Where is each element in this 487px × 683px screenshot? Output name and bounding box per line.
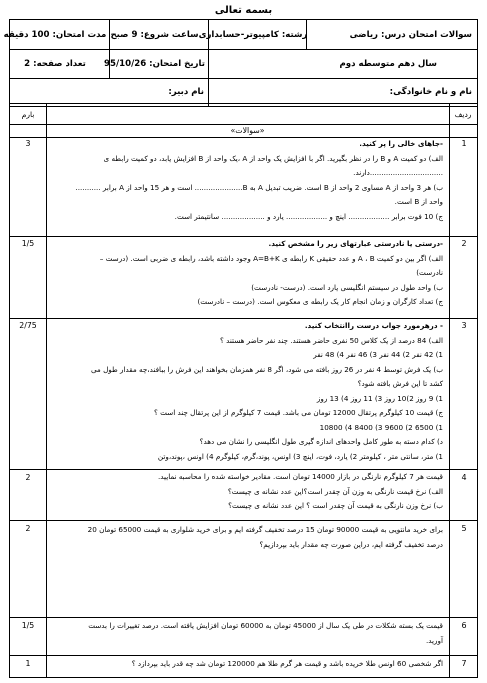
question-6 [48,619,443,648]
question-line: الف) دو کمیت A و B را در نظر بگیرید. اگر با افزایش یک واحد از A ،یک واحد از B افزایش یابد، دو کمیت رابطه ی [103,153,443,163]
top-title: بسمه تعالی [214,5,273,16]
question-line: -درستی یا نادرستی عبارتهای زیر را مشخص کنید. [268,239,443,248]
row-number-6: 6 [461,621,467,630]
question-7 [48,657,443,672]
row-number-4: 4 [461,473,467,482]
exam-header [3,19,478,107]
score-6: 1/5 [21,621,35,630]
subject-cell: سوالات امتحان درس: ریاضی [349,29,472,40]
question-line: الف) اگر بین دو کمیت A ، B و عدد حقیقی K رابطه ی A=B+K وجود داشته باشد، رابطه ی ضربی است. (درست – [99,253,443,263]
score-1: 3 [25,139,31,148]
grade-cell: سال دهم متوسطه دوم [339,58,437,69]
question-line: 1) متر، سانتی متر ، کیلومتر 2) یارد، فوت، اینچ 3) اونس، پوند،گرم، کیلوگرم 4) اونس ،پوند،وتن [157,451,443,461]
score-3: 2/75 [19,321,37,330]
question-2 [48,237,443,310]
row-number-2: 2 [461,239,467,248]
question-line: 1) 9 روز 2)10 روز 3) 11 روز 4) 13 روز [316,393,443,403]
question-1 [48,137,443,224]
col-score-header: بارم [21,109,35,119]
exam-date-cell: تاریخ امتحان: 95/10/26 [104,58,205,69]
question-line: کشد تا این فرش بافته شود؟ [357,379,443,388]
question-line: ب) نرخ وزن نارنگی به قیمت آن چقدر است ؟ این عدد نشانه ی چیست؟ [228,501,443,510]
question-4 [48,470,443,514]
question-line: 1) 42 نفر 2) 44 نفر 3) 46 نفر 4) 48 نفر [313,350,443,359]
student-name-field[interactable]: نام و نام خانوادگی: [389,87,472,97]
header-row-3 [10,78,477,106]
question-line: ب) واحد طول در سیستم انگلیسی یارد است. (درست- نادرست) [251,282,443,292]
row-number-1: 1 [461,139,467,148]
question-line: واحد از B است. [394,197,443,206]
score-2: 1/5 [21,239,35,248]
row-number-3: 3 [461,321,467,330]
question-line: قیمت هر 7 کیلوگرم نارنگی در بازار 14000 تومان است. مقادیر خواسته شده را محاسبه نمایید. [157,472,443,481]
question-line: ج) 10 فوت برابر .................. اینچ و .................. یارد و ................... سانتیمتر است. [174,211,443,221]
score-4: 2 [25,473,31,482]
row-number-7: 7 [461,659,467,668]
header-row-2 [10,49,477,79]
question-5 [48,523,443,552]
questions-table [9,103,478,678]
page-count-cell: تعداد صفحه: 2 [24,58,86,69]
duration-cell: مدت امتحان: 100 دقیقه [3,29,107,40]
question-line: اگر شخصی 60 اونس طلا خریده باشد و قیمت هر گرم طلا هم 120000 تومان شد چه قدر باید بپردازد ؟ [131,659,443,668]
question-line: الف) 84 درصد از یک کلاس 50 نفری حاضر هستند. چند نفر حاضر هستند ؟ [219,335,443,345]
question-line: ج) قیمت 10 کیلوگرم پرتقال 12000 تومان می باشد. قیمت 7 کیلوگرم از این پرتقال چند است ؟ [154,408,443,417]
col-questions-header: «سوالات» [230,126,265,135]
question-line: ج) تعداد کارگران و زمان انجام کار یک رابطه ی معکوس است. (درست – نادرست) [197,297,443,306]
question-line: آورید. [426,635,443,645]
question-line: ب) هر 3 واحد از A مساوی 2 واحد از B است. ضریب تبدیل A به B..................... است و هر 15 واحد از A برابر ........... [75,182,443,192]
question-line: قیمت یک بسته شکلات در طی یک سال از 45000 تومان به 60000 تومان افزایش یافته است. درصد تغییرات را بدست [88,621,443,630]
score-7: 1 [25,659,31,668]
teacher-name-field[interactable]: نام دبیر: [168,87,204,97]
question-line: ................................دارند. [353,168,443,177]
score-5: 2 [25,524,31,533]
question-3 [48,319,443,464]
question-line: ب) یک فرش توسط 4 نفر در 26 روز بافته می شود، اگر 8 نفر همزمان بخواهند این فرش را ببافند،چه مقدار طول می [90,364,443,374]
question-line: د) کدام دسته به طور کامل واحدهای اندازه گیری طول انگلیسی را نشان می دهد؟ [199,437,443,446]
field-cell: رشته: کامپیوتر-حسابداری [198,29,308,40]
question-line: برای خرید مانتویی به قیمت 90000 تومان 15 درصد تخفیف گرفته ایم و برای خرید شلواری به قیمت 65000 تومان 20 [87,525,443,534]
question-line: درصد تخفیف گرفته ایم، دراین صورت چه مقدار باید بپردازیم؟ [259,539,443,549]
question-line: الف) نرخ قیمت نارنگی به وزن آن چقدر است؟این عدد نشانه ی چیست؟ [227,486,443,496]
start-time-cell: ساعت شروع: 9 صبح [110,29,199,40]
row-number-5: 5 [461,524,467,533]
question-line: نادرست) [416,268,443,277]
question-line: -جاهای خالی را پر کنید. [359,139,443,148]
header-row-1 [3,20,477,50]
question-line: 1) 6500 2) 9600 3) 8400 4) 10800 [319,422,443,432]
question-line: - درهرمورد جواب درست راانتخاب کنید. [304,321,443,330]
col-row-header: ردیف [454,109,472,119]
